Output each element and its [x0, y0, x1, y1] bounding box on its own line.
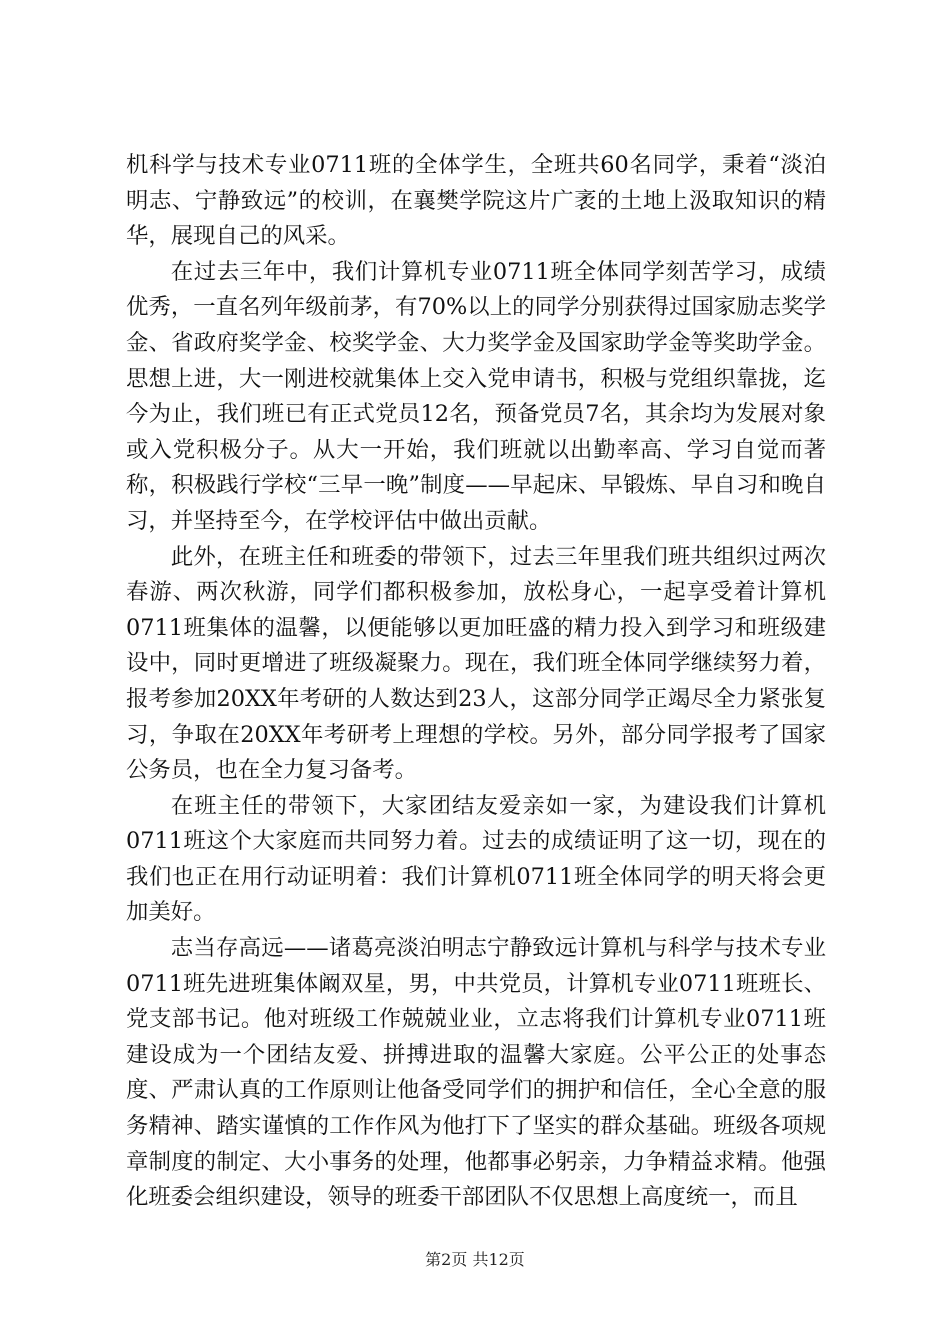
paragraph: 在班主任的带领下，大家团结友爱亲如一家，为建设我们计算机0711班这个大家庭而共同努力着。过去的成绩证明了这一切，现在的我们也正在用行动证明着：我们计算机0711班全体同学的明天将会更加美好。: [126, 792, 826, 926]
paragraph: 在过去三年中，我们计算机专业0711班全体同学刻苦学习，成绩优秀，一直名列年级前茅，有70%以上的同学分别获得过国家励志奖学金、省政府奖学金、校奖学金、大力奖学金及国家助学金等奖助学金。思想上进，大一刚进校就集体上交入党申请书，积极与党组织靠拢，迄今为止，我们班已有正式党员12名，预备党员7名，其余均为发展对象或入党积极分子。从大一开始，我们班就以出勤率高、学习自觉而著称，积极践行学校“三早一晚”制度——早起床、早锻炼、早自习和晚自习，并坚持至今，在学校评估中做出贡献。: [126, 258, 826, 534]
paragraph-continuation: 机科学与技术专业0711班的全体学生，全班共60名同学，秉着“淡泊明志、宁静致远”的校训，在襄樊学院这片广袤的土地上汲取知识的精华，展现自己的风采。: [126, 152, 826, 250]
document-body: [126, 148, 826, 1216]
paragraph: 志当存高远——诸葛亮淡泊明志宁静致远计算机与科学与技术专业0711班先进班集体阚双星，男，中共党员，计算机专业0711班班长、党支部书记。他对班级工作兢兢业业，立志将我们计算机专业0711班建设成为一个团结友爱、拼搏进取的温馨大家庭。公平公正的处事态度、严肃认真的工作原则让他备受同学们的拥护和信任，全心全意的服务精神、踏实谨慎的工作作风为他打下了坚实的群众基础。班级各项规章制度的制定、大小事务的处理，他都事必躬亲，力争精益求精。他强化班委会组织建设，领导的班委干部团队不仅思想上高度统一，而且: [126, 935, 826, 1211]
page-footer: 第2页 共12页: [425, 1250, 525, 1269]
paragraph: 此外，在班主任和班委的带领下，过去三年里我们班共组织过两次春游、两次秋游，同学们都积极参加，放松身心，一起享受着计算机0711班集体的温馨，以便能够以更加旺盛的精力投入到学习和班级建设中，同时更增进了班级凝聚力。现在，我们班全体同学继续努力着，报考参加20XX年考研的人数达到23人，这部分同学正竭尽全力紧张复习，争取在20XX年考研考上理想的学校。另外，部分同学报考了国家公务员，也在全力复习备考。: [126, 543, 826, 784]
